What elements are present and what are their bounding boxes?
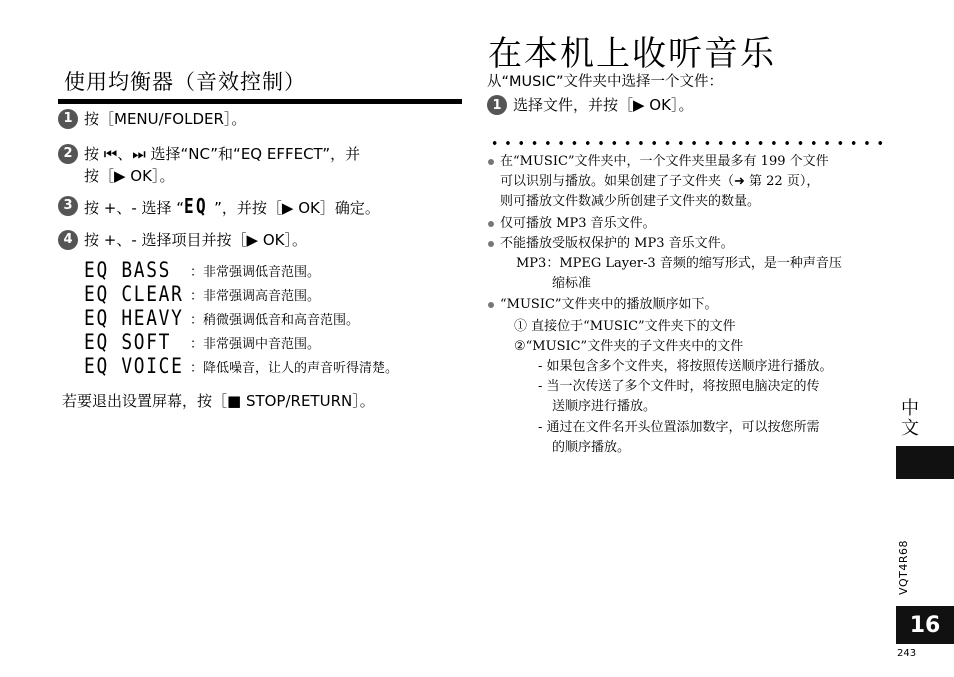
bullet-icon: [488, 221, 494, 227]
step-3-text: [84, 195, 380, 219]
eq-desc: ：非常强调低音范围。: [190, 264, 321, 280]
note-line: 则可播放文件数减少所创建子文件夹的数量。: [500, 194, 761, 209]
page-number-small: 243: [897, 648, 917, 659]
eq-item: [84, 306, 359, 330]
eq-item: [84, 354, 398, 378]
note-line: “MUSIC”文件夹中的播放顺序如下。: [500, 297, 718, 312]
step-1: [58, 108, 246, 130]
note-line: - 当一次传送了多个文件时，将按照电脑决定的传: [538, 379, 820, 394]
note-mp3-only: [488, 214, 656, 234]
eq-code: EQ SOFT: [84, 330, 172, 354]
note-line: 可以识别与播放。如果创建了子文件夹（➜ 第 22 页），: [500, 174, 820, 189]
page-title: 在本机上收听音乐: [488, 34, 776, 74]
step-number-1: 1: [487, 95, 507, 115]
bullet-icon: [488, 159, 494, 165]
eq-desc: ：非常强调高音范围。: [190, 288, 321, 304]
eq-item: [84, 258, 320, 282]
note-copyright: [488, 234, 734, 254]
note-mp3-definition: [516, 254, 842, 294]
step-3: [58, 195, 380, 219]
step-number-4: 4: [58, 230, 78, 250]
eq-code: EQ HEAVY: [84, 306, 184, 330]
step-number-3: 3: [58, 196, 78, 216]
select-file-intro: 从“MUSIC”文件夹中选择一个文件：: [487, 74, 724, 90]
eq-item: [84, 282, 320, 306]
note-line: 送顺序进行播放。: [552, 399, 657, 414]
step-number-1: 1: [58, 109, 78, 129]
heading-rule: [58, 99, 462, 104]
note-line: 不能播放受版权保护的 MP3 音乐文件。: [500, 236, 734, 251]
step-3-pre: 按 +、- 选择 “: [84, 199, 185, 217]
page-number: 16: [896, 606, 954, 644]
eq-desc: ：非常强调中音范围。: [190, 336, 321, 352]
language-label: 中文: [898, 398, 919, 438]
step-3-post: ”，并按［▶ OK］确定。: [214, 199, 380, 217]
step-2: [58, 143, 360, 187]
note-line: 仅可播放 MP3 音乐文件。: [500, 216, 656, 231]
step-number-2: 2: [58, 144, 78, 164]
eq-item: [84, 330, 320, 354]
bullet-icon: [488, 241, 494, 247]
exit-instruction: 若要退出设置屏幕，按［■ STOP/RETURN］。: [62, 392, 375, 410]
step-2-text: [84, 143, 360, 187]
note-line: 的顺序播放。: [552, 440, 631, 455]
order-item-2: ②“MUSIC”文件夹的子文件夹中的文件: [514, 339, 744, 354]
eq-code: EQ VOICE: [84, 354, 184, 378]
order-item-1: ① 直接位于“MUSIC”文件夹下的文件: [514, 319, 736, 334]
step-4: [58, 229, 307, 251]
section-heading: 使用均衡器（音效控制）: [64, 70, 306, 94]
eq-code: EQ CLEAR: [84, 282, 184, 306]
eq-desc: ：稍微强调低音和高音范围。: [190, 312, 360, 328]
bullet-icon: [488, 302, 494, 308]
order-detail-2: [538, 377, 820, 417]
eq-segment-label: EQ: [184, 194, 209, 218]
note-line: 在“MUSIC”文件夹中，一个文件夹里最多有 199 个文件: [500, 154, 829, 169]
select-file-step-text: 选择文件，并按［▶ OK］。: [513, 96, 694, 114]
select-file-step: [487, 94, 693, 115]
note-line: - 通过在文件名开头位置添加数字，可以按您所需: [538, 420, 820, 435]
eq-desc: ：降低噪音，让人的声音听得清楚。: [190, 360, 399, 376]
note-play-order: [488, 295, 718, 315]
note-line: 缩标准: [552, 276, 592, 291]
step-4-text: 按 +、- 选择项目并按［▶ OK］。: [84, 231, 307, 249]
model-code: VQT4R68: [897, 540, 910, 596]
language-tab-block: [896, 446, 954, 479]
order-detail-3: [538, 418, 820, 458]
note-line: MP3：MPEG Layer-3 音频的缩写形式，是一种声音压: [516, 256, 842, 271]
step-2-line1: 按 ⏮、⏭ 选择“NC”和“EQ EFFECT”，并: [84, 145, 361, 163]
step-1-text: 按［MENU/FOLDER］。: [84, 110, 247, 128]
note-file-limit: [488, 152, 829, 212]
eq-code: EQ BASS: [84, 258, 172, 282]
dotted-divider: [488, 140, 888, 146]
order-detail-1: - 如果包含多个文件夹，将按照传送顺序进行播放。: [538, 359, 833, 374]
step-2-line2: 按［▶ OK］。: [84, 167, 175, 185]
